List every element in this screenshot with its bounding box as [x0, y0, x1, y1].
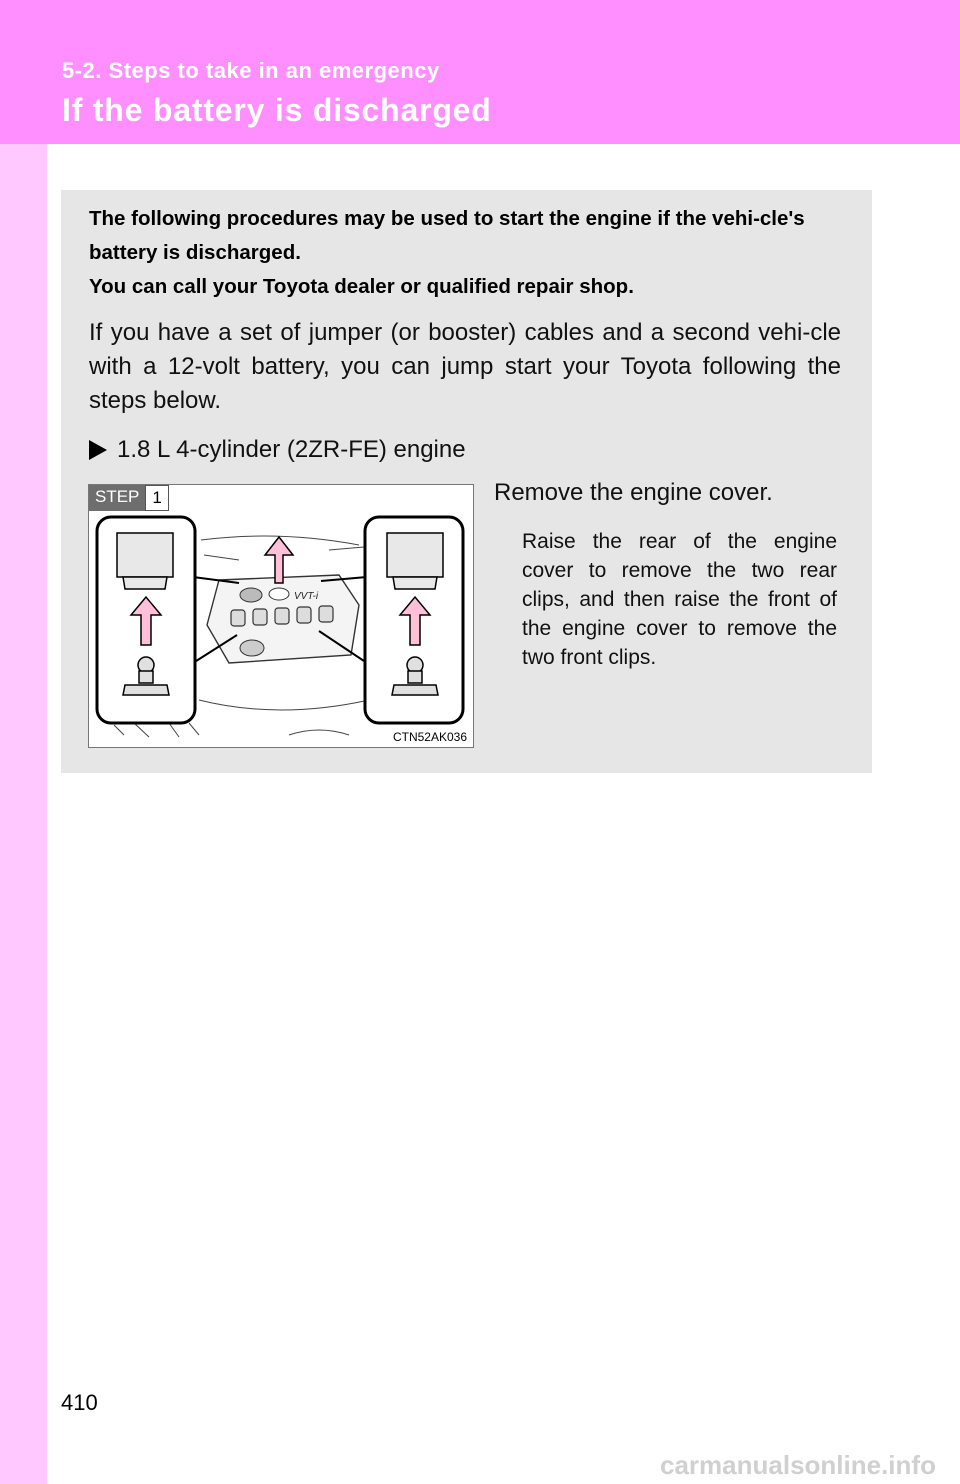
- page-header: [0, 0, 960, 144]
- engine-cover-illustration: [88, 484, 474, 748]
- step-badge: [89, 485, 169, 511]
- figure-code: CTN52AK036: [392, 730, 467, 744]
- page-title: If the battery is discharged: [62, 92, 492, 128]
- step-label: STEP: [89, 485, 145, 511]
- section-label: 5-2. Steps to take in an emergency: [62, 58, 440, 83]
- intro-line-1: The following procedures may be used to start the engine if the vehi-cle's battery is discharged.: [89, 207, 805, 264]
- page-number: 410: [61, 1390, 98, 1415]
- center-up-arrow-icon: [265, 537, 293, 583]
- triangle-bullet-icon: [89, 440, 107, 460]
- body-paragraph: If you have a set of jumper (or booster) cables and a second vehi-cle with a 12-volt battery, you can jump start your Toyota following the steps below.: [89, 319, 841, 414]
- step-title: Remove the engine cover.: [494, 479, 773, 506]
- step-description: Raise the rear of the engine cover to remove the two rear clips, and then raise the front of the engine cover to remove the two front clips.: [522, 530, 837, 669]
- engine-heading-text: 1.8 L 4-cylinder (2ZR-FE) engine: [117, 436, 466, 463]
- intro-text: [89, 202, 841, 304]
- engine-heading: [89, 434, 466, 466]
- engine-illustration-svg: [89, 485, 473, 747]
- watermark: carmanualsonline.info: [660, 1450, 936, 1480]
- intro-line-2: You can call your Toyota dealer or qualified repair shop.: [89, 275, 634, 298]
- step-number: 1: [145, 485, 168, 511]
- side-strip: [0, 144, 47, 1484]
- vvt-logo-text: VVT-i: [294, 591, 319, 602]
